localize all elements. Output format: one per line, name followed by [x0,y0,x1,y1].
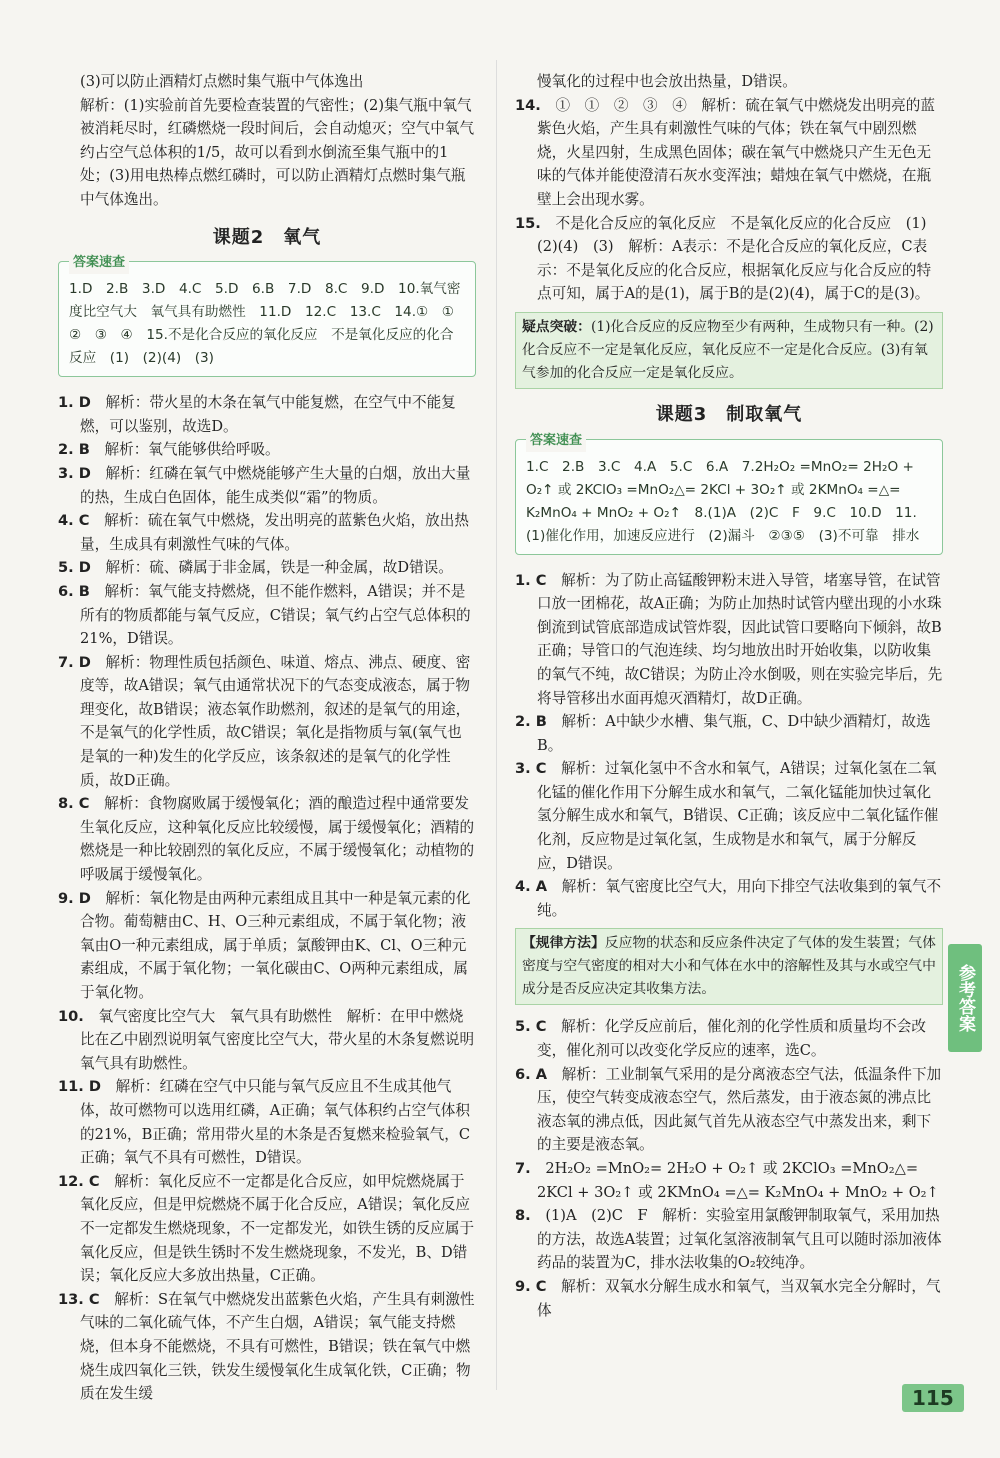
item-text: 解析：氧气能支持燃烧，但不能作燃料，A错误；并不是所有的物质都能与氧气反应，C错误；氧气约占空气总体积的21%，D错误。 [80,582,471,648]
text-line: 慢氧化的过程中也会放出热量，D错误。 [537,73,797,90]
answer-box [58,255,476,377]
item-text: 解析：红磷在空气中只能与氧气反应且不生成其他气体，故可燃物可以选用红磷，A正确；氧气体积约占空气体积的21%，B正确；常用带火星的木条是否复燃来检验氧气，C正确；氧气不具有可燃性，D错误。 [80,1078,470,1167]
item-number: 12. C [58,1172,100,1190]
item-number: 2. B [515,713,547,731]
item-number: 13. C [58,1290,100,1308]
answer-item [58,580,476,651]
answer-item [58,651,476,793]
answer-item [515,1063,943,1157]
item-text: 解析：双氧水分解生成水和氧气，当双氧水完全分解时，气体 [537,1277,941,1319]
item-text: 解析：硫在氧气中燃烧，发出明亮的蓝紫色火焰，放出热量，生成具有刺激性气味的气体。 [80,512,469,553]
section-title-3: 课题3 制取氧气 [655,403,803,425]
item-number: 10. [58,1007,84,1025]
item-text: 解析：氧气密度比空气大，用向下排空气法收集到的氧气不纯。 [537,878,942,919]
item-number: 5. D [58,559,91,577]
tip-label: 疑点突破： [522,318,591,335]
item-number: 15. [515,214,541,232]
item-number: 1. D [58,394,91,412]
item-number: 6. A [515,1065,548,1083]
tip-text: (1)化合反应的反应物至少有两种，生成物只有一种。(2)化合反应不一定是氧化反应，氧化反应不一定是化合反应。(3)有氧气参加的化合反应一定是氧化反应。 [522,318,934,381]
item-text: 解析：红磷在氧气中燃烧能够产生大量的白烟，放出大量的热，生成白色固体，能生成类似“霜”的物质。 [80,464,471,506]
answer-item [515,94,943,212]
side-tab: 参考答案 [948,944,982,1052]
method-label: 【规律方法】 [522,935,605,952]
item-text: 解析：氧气能够供给呼吸。 [104,441,280,459]
method-box [515,928,943,1005]
answer-item [58,462,476,509]
item-text: 解析：氧化物是由两种元素组成且其中一种是氧元素的化合物。葡萄糖由C、H、O三种元素组成，不属于氧化物；液氧由O一种元素组成，属于单质；氯酸钾由K、Cl、O三种元素组成，不属于氧化物；一氧化碳由C、O两种元素组成，属于氧化物。 [80,889,471,1001]
item-number: 8. C [58,795,90,813]
item-number: 6. B [58,582,90,600]
tip-box [515,312,943,389]
item-text: 2H₂O₂ =MnO₂= 2H₂O + O₂↑ 或 2KClO₃ =MnO₂△= 2KCl + 3O₂↑ 或 2KMnO₄ =△= K₂MnO₄ + MnO₂ + O₂↑ [537,1160,939,1201]
item-number: 11. D [58,1078,102,1096]
answer-box-label: 答案速查 [526,429,586,452]
answer-item [58,1170,476,1288]
answer-item [58,556,476,580]
text-line: 解析：(1)实验前首先要检查装置的气密性；(2)集气瓶中氧气被消耗尽时，红磷燃烧一段时间后，会自动熄灭；空气中氧气约占空气总体积的1/5，故可以看到水倒流至集气瓶中的1处；(3)用电热棒点燃红磷时，可以防止酒精灯点燃时集气瓶中气体逸出。 [80,96,475,208]
answer-item [515,1157,943,1204]
item-text: ① ① ② ③ ④ 解析：硫在氧气中燃烧发出明亮的蓝紫色火焰，产生具有刺激性气味的气体；铁在氧气中剧烈燃烧，火星四射，生成黑色固体；碳在氧气中燃烧只产生无色无味的气体并能使澄清石灰水变浑浊；蜡烛在氧气中燃烧，在瓶壁上会出现水雾。 [537,96,935,208]
answer-item [515,1275,943,1322]
page-number: 115 [902,1384,964,1412]
item-text: 解析：过氧化氢中不含水和氧气，A错误；过氧化氢在二氧化锰的催化作用下分解生成水和氧气，二氧化锰能加快过氧化氢分解生成水和氧气，B错误、C正确；该反应中二氧化锰作催化剂，反应物是过氧化氢，生成物是水和氧气，属于分解反应，D错误。 [537,760,939,872]
answer-item [515,1015,943,1062]
item-text: 解析：食物腐败属于缓慢氧化；酒的酿造过程中通常要发生氧化反应，这种氧化反应比较缓慢，属于缓慢氧化；酒精的燃烧是一种比较剧烈的氧化反应，不属于缓慢氧化；动植物的呼吸属于缓慢氧化。 [80,795,475,884]
item-text: 解析：为了防止高锰酸钾粉末进入导管，堵塞导管，在试管口放一团棉花，故A正确；为防止加热时试管内壁出现的小水珠倒流到试管底部造成试管炸裂，因此试管口要略向下倾斜，故B正确；导管口的气泡连续、均匀地放出时开始收集，以防收集的氧气不纯，故C错误；为防止冷水倒吸，则在实验完毕后，先将导管移出水面再熄灭酒精灯，故D正确。 [537,571,943,707]
column-divider [496,60,497,1390]
answer-item [515,569,943,711]
method-text: 反应物的状态和反应条件决定了气体的发生装置；气体密度与空气密度的相对大小和气体在水中的溶解性及其与水或空气中成分是否反应决定其收集方法。 [522,935,936,998]
item-number: 5. C [515,1018,547,1036]
item-number: 9. C [515,1277,547,1295]
answer-item [58,792,476,886]
right-column [515,70,943,1322]
item-number: 3. D [58,464,91,482]
item-text: (1)A (2)C F 解析：实验室用氯酸钾制取氧气，采用加热的方法，故选A装置；过氧化氢溶液制氧气且可以随时添加液体药品的装置为C，排水法收集的O₂较纯净。 [537,1207,942,1272]
answer-item [515,875,943,922]
answer-item [515,757,943,875]
answer-item [58,1005,476,1076]
item-text: 解析：硫、磷属于非金属，铁是一种金属，故D错误。 [105,559,453,577]
item-number: 7. D [58,653,91,671]
item-text: 解析：化学反应前后，催化剂的化学性质和质量均不会改变，催化剂可以改变化学反应的速率，选C。 [537,1018,926,1060]
answer-item [515,710,943,757]
answer-item [58,391,476,438]
left-column [58,70,476,1406]
item-text: 解析：工业制氧气采用的是分离液态空气法，低温条件下加压，使空气转变成液态空气，然后蒸发，由于液态氮的沸点比液态氧的沸点低，因此氮气首先从液态空气中蒸发出来，剩下的主要是液态氧。 [537,1065,942,1154]
item-text: 不是化合反应的氧化反应 不是氧化反应的化合反应 (1) (2)(4) (3) 解析：A表示：不是化合反应的氧化反应，C表示：不是氧化反应的化合反应，根据氧化反应与化合反应的特点可知，属于A的是(1)，属于B的是(2)(4)，属于C的是(3)。 [537,214,942,303]
item-number: 7. [515,1160,531,1177]
answer-item [58,509,476,556]
answer-box-label: 答案速查 [69,251,129,274]
item-number: 9. D [58,889,91,907]
item-text: 解析：氧化反应不一定都是化合反应，如甲烷燃烧属于氧化反应，但是甲烷燃烧不属于化合反应，A错误；氧化反应不一定都发生燃烧现象，不一定都发光，如铁生锈的反应属于氧化反应，但是铁生锈时不发生燃烧现象，不发光，B、D错误；氧化反应大多放出热量，C正确。 [80,1172,475,1285]
item-number: 4. A [515,878,548,896]
answer-item [58,1075,476,1169]
text-line: (3)可以防止酒精灯点燃时集气瓶中气体逸出 [80,73,364,90]
answer-item [58,438,476,462]
answer-item [58,887,476,1005]
answer-item [515,1204,943,1275]
answer-box [515,432,943,555]
item-number: 14. [515,96,541,114]
section-title-2: 课题2 氧气 [212,226,322,248]
item-text: 解析：物理性质包括颜色、味道、熔点、沸点、硬度、密度等，故A错误；氧气由通常状况下的气态变成液态，属于物理变化，故B错误；液态氧作助燃剂，叙述的是氧气的用途，不是氧气的化学性质，故C错误；氧化是指物质与氧(氧气也是氧的一种)发生的化学反应，该条叙述的是氧气的化学性质，故D正确。 [80,653,471,789]
item-text: 解析：S在氧气中燃烧发出蓝紫色火焰，产生具有刺激性气味的二氧化硫气体，不产生白烟，A错误；氧气能支持燃烧，但本身不能燃烧，不具有可燃性，B错误；铁在氧气中燃烧生成四氧化三铁，铁发生缓慢氧化生成氧化铁，C正确；物质在发生缓 [80,1290,475,1403]
answer-box-text: 1.D 2.B 3.D 4.C 5.D 6.B 7.D 8.C 9.D 10.氧气密度比空气大 氧气具有助燃性 11.D 12.C 13.C 14.① ① ② ③ ④ 15.不是化合反应的氧化反应 不是氧化反应的化合反应 (1) (2)(4) (3) [69,281,468,367]
item-number: 2. B [58,441,90,459]
item-number: 3. C [515,760,547,778]
item-text: 解析：A中缺少水槽、集气瓶，C、D中缺少酒精灯，故选B。 [537,713,931,754]
item-text: 解析：带火星的木条在氧气中能复燃，在空气中不能复燃，可以鉴别，故选D。 [80,394,456,435]
answer-item [58,1288,476,1406]
answer-box-text: 1.C 2.B 3.C 4.A 5.C 6.A 7.2H₂O₂ =MnO₂= 2H₂O + O₂↑ 或 2KClO₃ =MnO₂△= 2KCl + 3O₂↑ 或 2KMnO₄ =△= K₂MnO₄ + MnO₂ + O₂↑ 8.(1)A (2)C F 9.C 10.D 11.(1)催化作用，加速反应进行 (2)漏斗 ②③⑤ (3)不可靠 排水 [526,458,920,544]
answer-item [515,212,943,306]
item-text: 氧气密度比空气大 氧气具有助燃性 解析：在甲中燃烧比在乙中剧烈说明氧气密度比空气大，带火星的木条复燃说明氧气具有助燃性。 [80,1007,475,1072]
item-number: 8. [515,1207,531,1225]
item-number: 4. C [58,512,90,530]
item-number: 1. C [515,571,547,589]
